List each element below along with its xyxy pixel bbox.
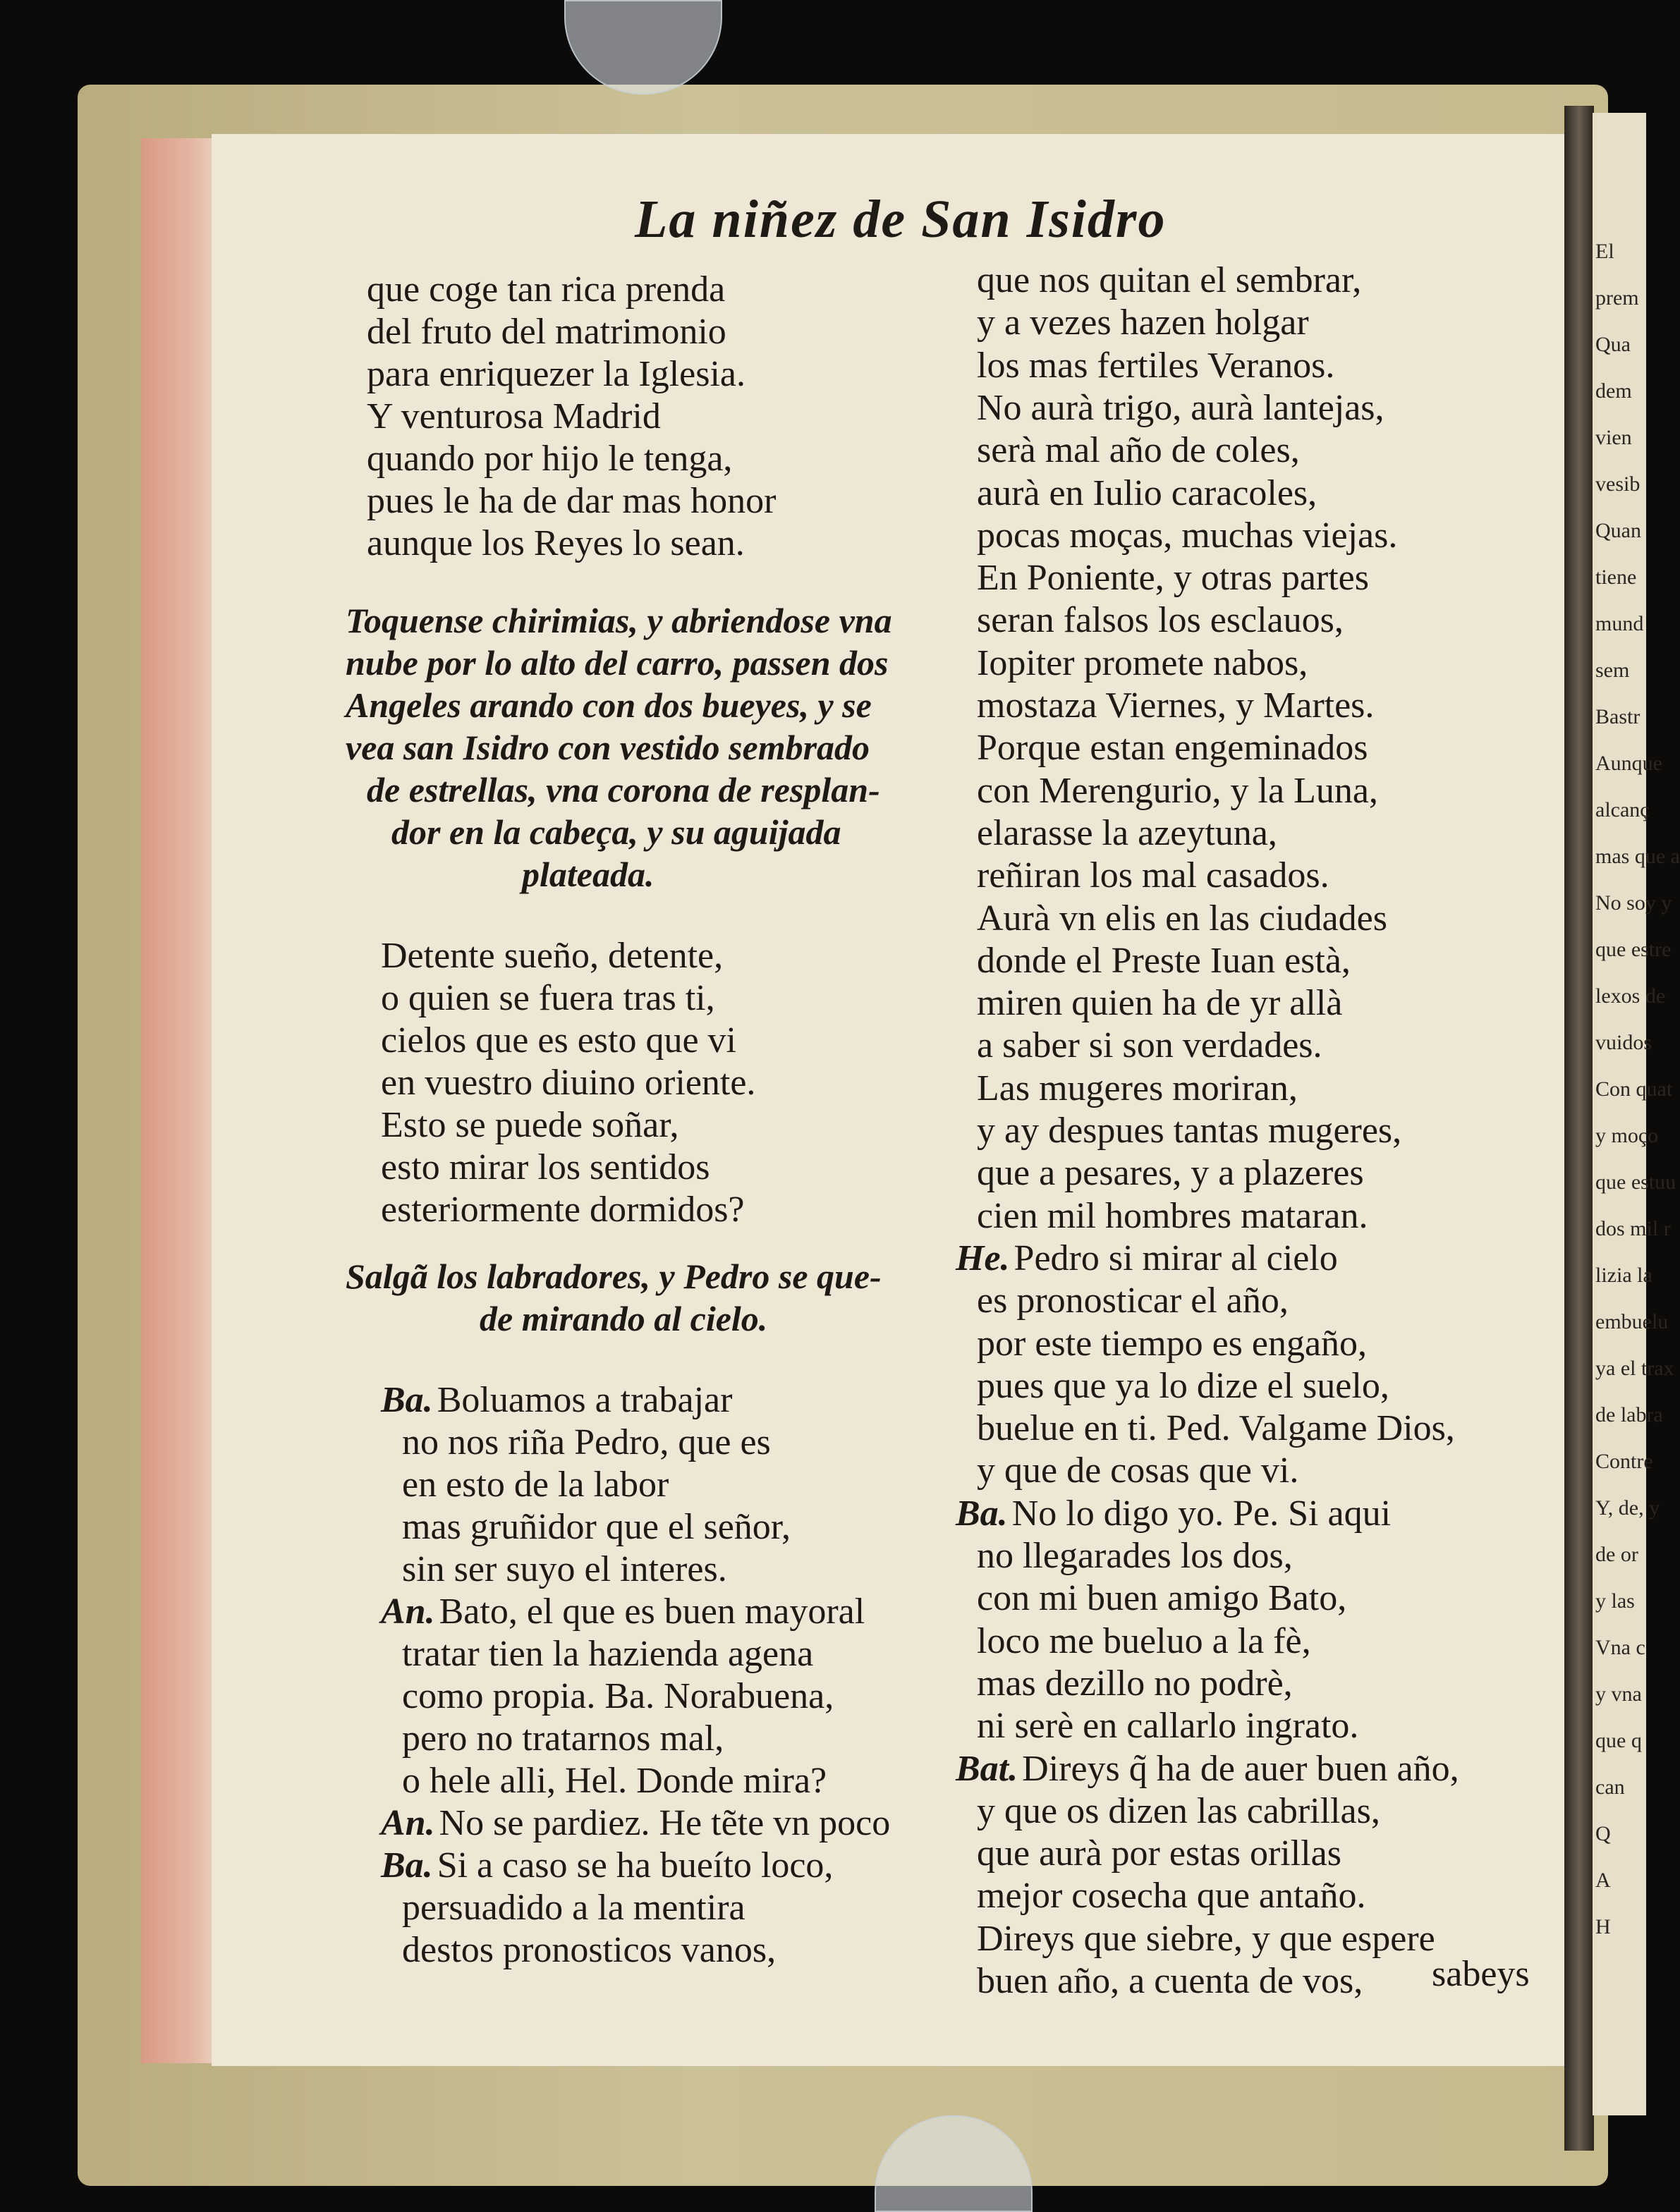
verse-line [977,812,1277,853]
verse-text: mas dezillo no podrè, [977,1663,1293,1704]
verse-line [402,1763,827,1799]
verse-line [367,441,732,477]
verse-text: cielos que es esto que vi [381,1020,736,1061]
verse-text: mostaza Viernes, y Martes. [977,685,1375,726]
facing-page-fragment: Bastr [1595,705,1641,728]
verse-text: que nos quitan el sembrar, [977,260,1362,300]
verse-line [977,770,1378,811]
verse-line [402,1551,727,1588]
verse-text: con mi buen amigo Bato, [977,1578,1347,1619]
verse-text: No aurà trigo, aurà lantejas, [977,387,1384,428]
verse-line [381,1149,710,1186]
verse-line [381,1107,678,1144]
verse-line [977,900,1387,937]
facing-page-fragment: vesib [1595,472,1641,496]
verse-line [402,1678,834,1715]
verse-text: mejor cosecha que antaño. [977,1876,1366,1917]
verse-text: Si a caso se ha bueíto loco, [437,1845,834,1886]
verse-line [977,1538,1293,1575]
verse-text: buen año, a cuenta de vos, [977,1961,1363,2001]
verse-text: sin ser suyo el interes. [402,1549,727,1589]
verse-text: quando por hijo le tenga, [367,439,733,479]
facing-page-fragment: Aunque [1595,752,1662,775]
verse-text: en vuestro diuino oriente. [381,1063,756,1103]
verse-text: Direys que siebre, y que espere [977,1918,1435,1959]
verse-line [977,1027,1322,1064]
stage-direction-line: dor en la cabeça, y su aguijada [391,812,841,852]
facing-page-fragment: vuidos [1595,1031,1652,1054]
speaker-label: He. [956,1238,1010,1278]
verse-text: a saber si son verdades. [977,1025,1322,1066]
verse-text: y que os dizen las cabrillas, [977,1790,1380,1831]
verse-text: como propia. Ba. Norabuena, [402,1676,834,1716]
facing-page-fragment: No soy y [1595,891,1672,915]
facing-page-fragment: Q [1595,1822,1611,1845]
verse-line [977,940,1351,981]
facing-page-fragment: Con quat [1595,1077,1673,1101]
verse-line [367,314,726,350]
verse-text: En Poniente, y otras partes [977,558,1369,599]
verse-text: serà mal año de coles, [977,430,1300,471]
verse-line [402,1932,776,1969]
verse-line [977,642,1308,683]
facing-page-fragment: que estre [1595,938,1672,961]
verse-text: o hele alli, Hel. Donde mira? [402,1761,827,1801]
verse-line [402,1718,724,1759]
verse-text: seran falsos los esclauos, [977,600,1344,641]
verse-line [956,1748,1459,1789]
verse-text: Y venturosa Madrid [367,396,661,436]
facing-page-fragment: y las [1595,1589,1635,1613]
verse-line [977,728,1368,769]
verse-text: Las mugeres moriran, [977,1068,1298,1108]
facing-page-edge [1593,113,1680,2115]
verse-text: Detente sueño, detente, [381,936,724,976]
facing-page-fragment: Vna c [1595,1636,1645,1659]
stage-direction-line: de mirando al cielo. [480,1299,768,1338]
facing-page-fragment: prem [1595,286,1639,310]
book-clip-top [564,0,722,94]
verse-text: Boluamos a trabajar [437,1380,733,1420]
verse-text: persuadido a la mentira [402,1888,745,1928]
catchword: sabeys [1432,1954,1530,1994]
facing-page-fragment: mund [1595,612,1644,635]
verse-line [977,515,1398,556]
verse-line [367,271,725,308]
verse-line [977,1876,1366,1917]
stage-direction-line: Salgã los labradores, y Pedro se que- [346,1257,882,1296]
verse-text: elarasse la azeytuna, [977,812,1277,853]
verse-text: y a vezes hazen holgar [977,303,1309,343]
verse-text: que aurà por estas orillas [977,1833,1341,1874]
verse-line [367,398,661,435]
verse-text: Aurà vn elis en las ciudades [977,898,1387,939]
verse-text: buelue en ti. Ped. Valgame Dios, [977,1408,1455,1449]
speaker-label: Bat. [956,1748,1018,1789]
stage-direction-line: de estrellas, vna corona de resplan- [367,770,880,809]
verse-text: destos pronosticos vanos, [402,1930,777,1970]
stage-direction-line: plateada. [522,855,655,894]
verse-text: por este tiempo es engaño, [977,1323,1368,1364]
verse-line [977,387,1384,428]
verse-line [381,1847,833,1884]
verse-text: mas gruñidor que el señor, [402,1507,791,1547]
facing-page-fragment: tiene [1595,566,1637,589]
verse-line [956,1493,1392,1534]
speaker-label: Ba. [956,1493,1008,1534]
verse-text: ni serè en callarlo ingrato. [977,1706,1359,1747]
verse-text: en esto de la labor [402,1465,669,1505]
verse-line [977,1365,1389,1406]
verse-line [977,1195,1368,1236]
speaker-label: An. [381,1803,435,1843]
facing-page-fragment: H [1595,1915,1611,1938]
stage-direction-line: Angeles arando con dos bueyes, y se [346,685,872,725]
verse-line [977,1580,1346,1617]
verse-line [977,602,1344,639]
verse-text: que a pesares, y a plazeres [977,1153,1364,1194]
verse-text: reñiran los mal casados. [977,855,1329,896]
stage-direction-line: Toquense chirimias, y abriendose vna [346,601,892,640]
verse-text: Bato, el que es buen mayoral [439,1591,865,1632]
verse-line [977,1070,1298,1107]
verse-text: donde el Preste Iuan està, [977,940,1351,981]
facing-page-fragment: y moço [1595,1124,1659,1147]
verse-line [977,685,1375,726]
verse-text: del fruto del matrimonio [367,312,726,352]
verse-line [977,1790,1380,1831]
facing-page-fragment: alcanç [1595,798,1650,821]
verse-text: y que de cosas que vi. [977,1450,1299,1491]
verse-line [381,1065,755,1101]
verse-text: No lo digo yo. Pe. Si aqui [1011,1493,1392,1534]
verse-line [977,1620,1311,1661]
verse-line [977,432,1300,469]
verse-text: pues le ha de dar mas honor [367,481,777,521]
verse-text: que coge tan rica prenda [367,269,726,310]
verse-text: Pedro si mirar al cielo [1014,1238,1338,1278]
verse-line [977,1113,1401,1149]
verse-line [977,1706,1359,1747]
verse-line [977,857,1329,894]
verse-line [977,1663,1293,1704]
verse-text: miren quien ha de yr allà [977,983,1343,1024]
book-spine [1564,106,1594,2151]
facing-page-fragment: sem [1595,659,1630,682]
verse-line [381,1022,736,1059]
facing-page-fragment: y vna [1595,1682,1642,1706]
verse-text: pocas moças, muchas viejas. [977,515,1398,556]
verse-text: y ay despues tantas mugeres, [977,1111,1402,1151]
speaker-label: An. [381,1591,435,1632]
verse-line [402,1636,813,1673]
facing-page-fragment: El [1595,240,1614,263]
verse-text: no nos riña Pedro, que es [402,1422,771,1462]
speaker-label: Ba. [381,1380,433,1420]
verse-text: Direys q̃ ha de auer buen año, [1022,1748,1459,1789]
verse-text: esteriormente dormidos? [381,1190,745,1230]
verse-line [381,980,715,1017]
verse-text: aunque los Reyes lo sean. [367,523,745,563]
verse-text: cien mil hombres mataran. [977,1195,1368,1236]
facing-page-fragment: dem [1595,379,1632,403]
verse-line [381,1591,865,1632]
verse-line [977,305,1309,341]
verse-line [977,1155,1364,1192]
facing-page-fragment: que q [1595,1729,1642,1752]
verse-text: tratar tien la hazienda agena [402,1634,814,1674]
facing-page-fragment: lexos de [1595,984,1666,1008]
verse-text: los mas fertiles Veranos. [977,345,1335,386]
verse-text: esto mirar los sentidos [381,1147,710,1187]
verse-line [977,1283,1289,1319]
facing-page-fragment: Contre [1595,1450,1653,1473]
verse-line [381,1192,745,1228]
facing-page-fragment: embuelu [1595,1310,1669,1333]
verse-text: o quien se fuera tras ti, [381,978,715,1018]
verse-line [977,1835,1341,1872]
facing-page-fragment: de or [1595,1543,1638,1566]
verse-line [402,1890,745,1926]
facing-page-fragment: lizia la [1595,1264,1652,1287]
facing-page-fragment: Quan [1595,519,1641,542]
facing-page-fragment: mas que a [1595,845,1680,868]
facing-page-fragment: Qua [1595,333,1631,356]
verse-line [977,1963,1363,2000]
verse-text: loco me bueluo a la fè, [977,1620,1311,1661]
verse-line [381,938,723,974]
verse-line [977,472,1317,513]
verse-text: aurà en Iulio caracoles, [977,472,1317,513]
verse-line [977,1450,1299,1491]
verse-text: con Merengurio, y la Luna, [977,770,1378,811]
verse-line [977,1323,1368,1364]
verse-text: es pronosticar el año, [977,1281,1289,1321]
verse-line [977,345,1335,386]
verse-text: Porque estan engeminados [977,728,1368,769]
verse-line [367,356,745,393]
verse-line [381,1382,732,1419]
facing-page-fragment: A [1595,1869,1611,1892]
running-head: La niñez de San Isidro [635,190,1167,249]
stage-direction-line: nube por lo alto del carro, passen dos [346,643,889,683]
verse-line [402,1467,669,1503]
facing-page-fragment: que estuu [1595,1171,1676,1194]
verse-text: Iopiter promete nabos, [977,642,1308,683]
verse-line [977,985,1342,1022]
verse-text: pues que ya lo dize el suelo, [977,1365,1389,1406]
verse-line [977,1918,1435,1959]
verse-text: para enriquezer la Iglesia. [367,354,746,394]
facing-page-fragment: vien [1595,426,1632,449]
verse-text: no llegarades los dos, [977,1536,1293,1576]
verse-line [977,262,1361,299]
verse-line [956,1240,1338,1277]
stage-direction-line: vea san Isidro con vestido sembrado [346,728,870,767]
verse-line [367,525,745,562]
verse-line [402,1424,771,1461]
facing-page-fragment: de labra [1595,1403,1663,1426]
verse-line [381,1805,890,1842]
facing-page-fragment: ya el trax [1595,1357,1674,1380]
facing-page-fragment: Y, de, y [1595,1496,1660,1520]
verse-text: Esto se puede soñar, [381,1105,679,1145]
verse-line [402,1509,791,1546]
verse-line [977,560,1369,597]
speaker-label: Ba. [381,1845,433,1886]
verse-line [977,1410,1455,1447]
facing-page-fragment: dos mil r [1595,1217,1671,1240]
verse-text: No se pardiez. He tẽte vn poco [439,1803,891,1843]
verse-line [367,483,776,520]
verse-text: pero no tratarnos mal, [402,1718,724,1759]
facing-page-fragment: can [1595,1776,1625,1799]
